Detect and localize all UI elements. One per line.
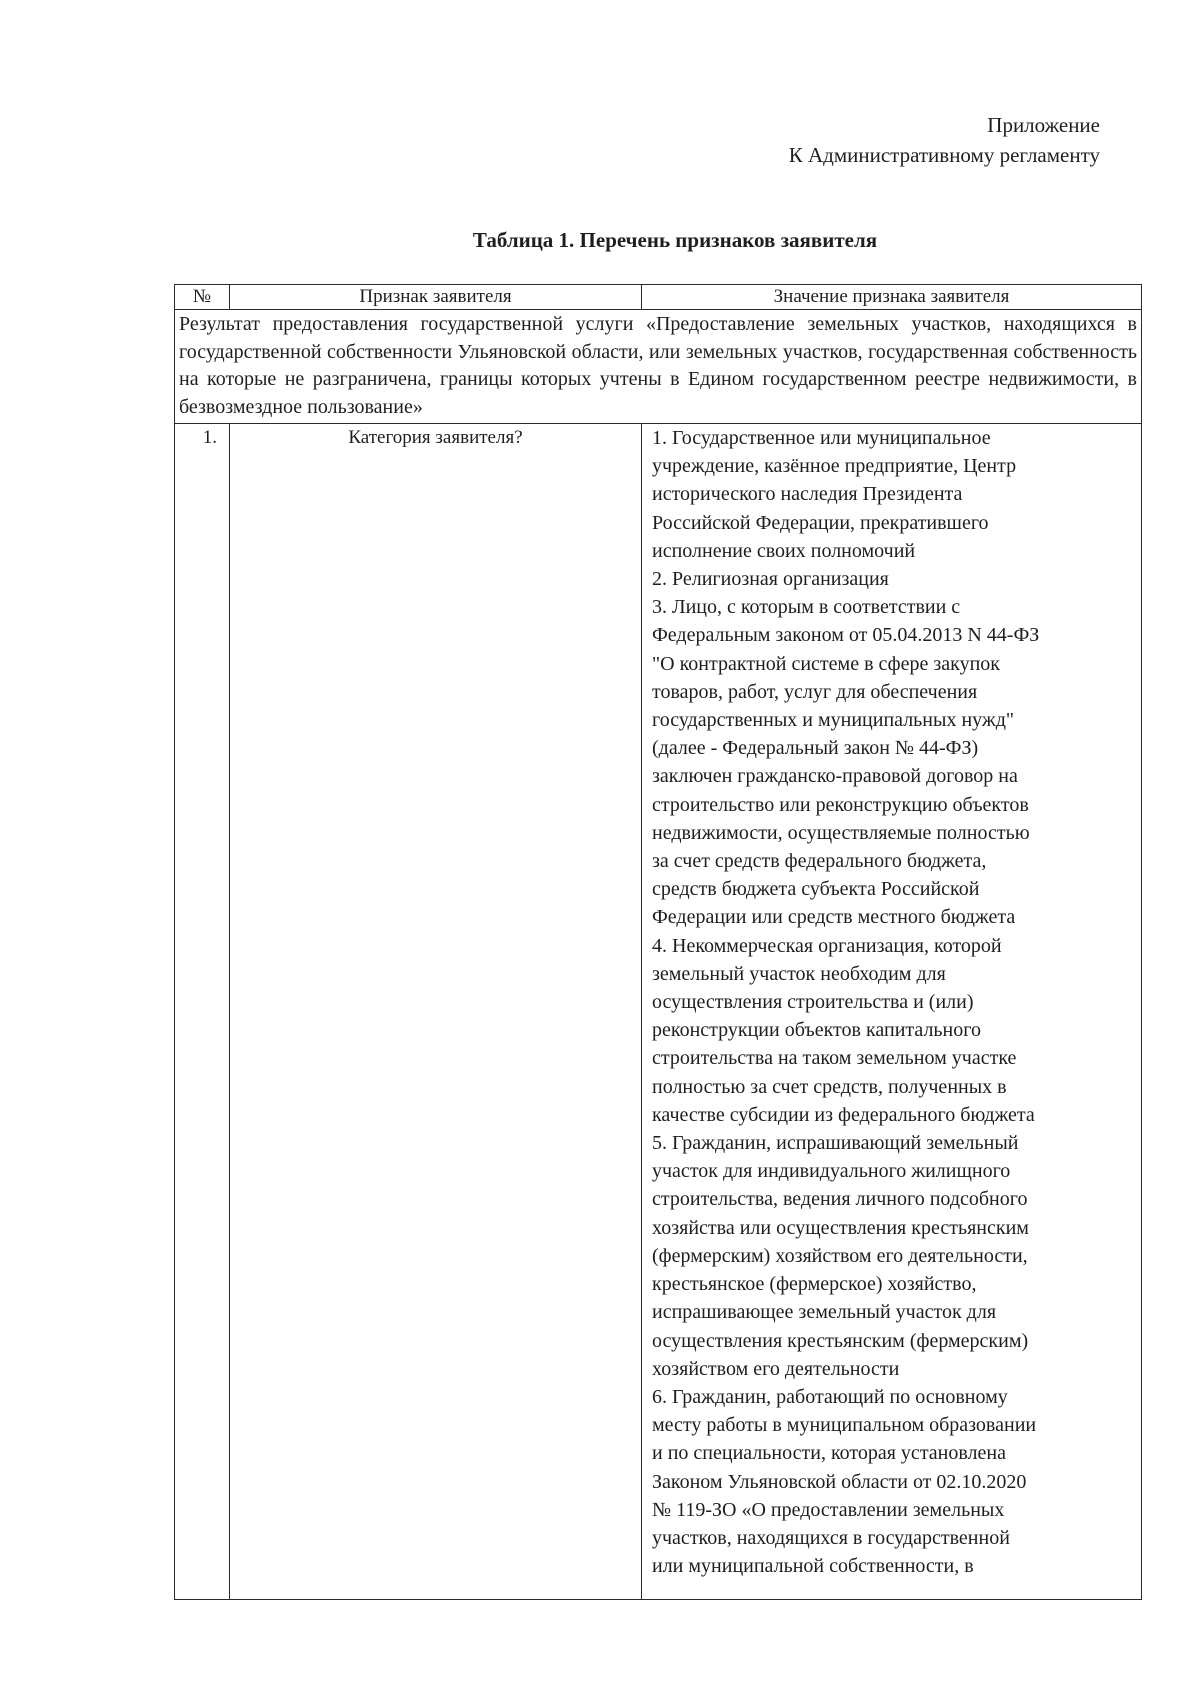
value-line: осуществления крестьянским (фермерским) xyxy=(652,1329,1029,1352)
value-line: осуществления строительства и (или) xyxy=(652,991,974,1014)
header-number: № xyxy=(175,285,230,310)
value-line: строительства на таком земельном участке xyxy=(652,1047,1017,1070)
value-line: Российской Федерации, прекратившего xyxy=(652,511,989,534)
value-line: строительство или реконструкцию объектов xyxy=(652,793,1029,816)
value-line: № 119-ЗО «О предоставлении земельных xyxy=(652,1498,1005,1521)
table-header-row xyxy=(175,285,1142,310)
appendix-reference: К Административному регламенту xyxy=(788,143,1100,167)
value-line: учреждение, казённое предприятие, Центр xyxy=(652,455,1017,478)
service-result-text: Результат предоставления государственной услуги «Предоставление земельных участков, находящихся в государственной собственности Ульяновской области, или земельных участков, государственная собственность на которые не разграничена, границы которых учтены в Едином государственном реестре недвижимости, в безвозмездное пользование» xyxy=(175,310,1142,424)
value-line: средств бюджета субъекта Российской xyxy=(652,878,980,901)
result-row xyxy=(175,310,1142,424)
value-line: хозяйством его деятельности xyxy=(652,1357,900,1380)
row-value xyxy=(642,424,1142,1600)
appendix-label: Приложение xyxy=(987,113,1100,137)
value-line: 6. Гражданин, работающий по основному xyxy=(652,1385,1008,1408)
header-value: Значение признака заявителя xyxy=(642,285,1142,310)
value-line: участков, находящихся в государственной xyxy=(652,1526,1010,1549)
value-line: или муниципальной собственности, в xyxy=(652,1555,974,1578)
value-line: крестьянское (фермерское) хозяйство, xyxy=(652,1273,977,1296)
value-line: строительства, ведения личного подсобного xyxy=(652,1188,1028,1211)
value-line: "О контрактной системе в сфере закупок xyxy=(652,652,1000,675)
value-line: 1. Государственное или муниципальное xyxy=(652,427,991,449)
value-line: заключен гражданско-правовой договор на xyxy=(652,765,1018,788)
value-line: исторического наследия Президента xyxy=(652,483,963,506)
value-line: хозяйства или осуществления крестьянским xyxy=(652,1216,1029,1239)
value-line: (далее - Федеральный закон № 44-ФЗ) xyxy=(652,737,979,760)
value-line: за счет средств федерального бюджета, xyxy=(652,850,987,873)
applicant-attributes-table xyxy=(174,284,1142,1600)
value-line: 5. Гражданин, испрашивающий земельный xyxy=(652,1132,1019,1155)
value-line: товаров, работ, услуг для обеспечения xyxy=(652,680,978,703)
row-attribute: Категория заявителя? xyxy=(230,424,642,1600)
value-line: реконструкции объектов капитального xyxy=(652,1019,981,1042)
appendix-header xyxy=(789,110,1100,170)
value-line: государственных и муниципальных нужд" xyxy=(652,709,1015,732)
value-line: 2. Религиозная организация xyxy=(652,568,889,591)
value-line: (фермерским) хозяйством его деятельности, xyxy=(652,1244,1028,1267)
value-line: испрашивающее земельный участок для xyxy=(652,1301,997,1324)
row-number: 1. xyxy=(175,424,230,1600)
table-row xyxy=(175,424,1142,1600)
value-line: и по специальности, которая установлена xyxy=(652,1442,1006,1465)
value-line: месту работы в муниципальном образовании xyxy=(652,1414,1037,1437)
value-line: качестве субсидии из федерального бюджета xyxy=(652,1103,1035,1126)
value-line: Федеральным законом от 05.04.2013 N 44-ФЗ xyxy=(652,624,1040,647)
value-line: 3. Лицо, с которым в соответствии с xyxy=(652,596,961,619)
value-line: Федерации или средств местного бюджета xyxy=(652,906,1016,929)
value-line: Законом Ульяновской области от 02.10.2020 xyxy=(652,1470,1027,1493)
header-attribute: Признак заявителя xyxy=(230,285,642,310)
value-line: 4. Некоммерческая организация, которой xyxy=(652,934,1002,957)
value-line: исполнение своих полномочий xyxy=(652,539,916,562)
value-line: недвижимости, осуществляемые полностью xyxy=(652,821,1030,844)
value-line: земельный участок необходим для xyxy=(652,962,946,985)
value-line: участок для индивидуального жилищного xyxy=(652,1160,1011,1183)
value-line: полностью за счет средств, полученных в xyxy=(652,1075,1007,1098)
table-title: Таблица 1. Перечень признаков заявителя xyxy=(472,228,878,252)
